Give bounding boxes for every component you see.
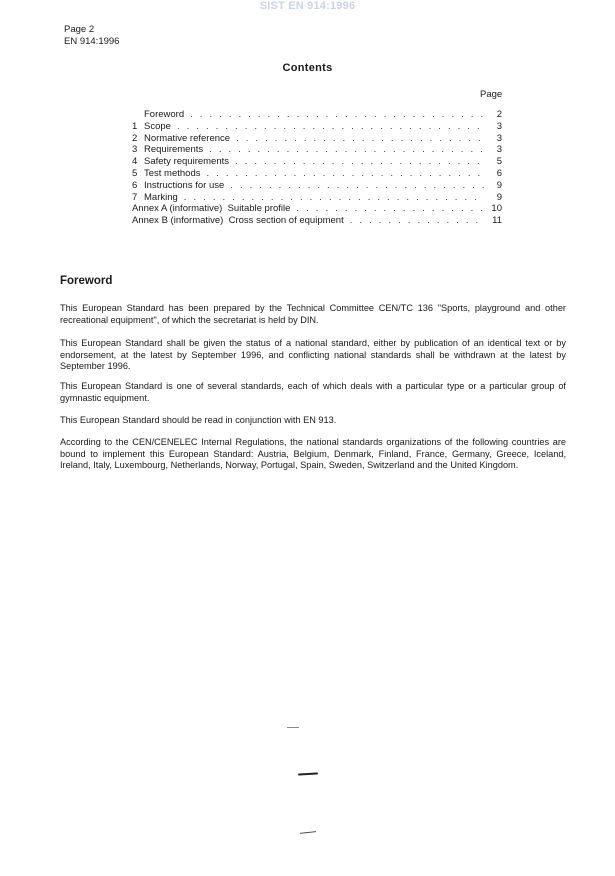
page-column-label: Page [480, 89, 503, 100]
toc-entry-page: 2 [496, 109, 502, 120]
scan-artifact-mark [300, 831, 316, 834]
toc-entry-number: 3 [132, 144, 138, 156]
toc-entry[interactable] [132, 180, 502, 192]
toc-entry[interactable] [132, 203, 502, 215]
toc-entry[interactable] [132, 156, 502, 168]
contents-title: Contents [282, 62, 333, 74]
toc-entry-label: Annex A (informative) Suitable profile [132, 203, 291, 215]
toc-entry[interactable] [132, 133, 502, 145]
foreword-paragraph: This European Standard shall be given the status of a national standard, either by publication of an identical text or by endorsement, at the latest by September 1996, and conflicting national standards shall be withdrawn at the latest by September 1996. [60, 338, 566, 372]
toc-entry[interactable] [132, 144, 502, 156]
toc-leader-dots [296, 203, 484, 215]
toc-leader-dots [190, 109, 484, 121]
scan-artifact-mark [287, 727, 299, 728]
standard-id: EN 914:1996 [64, 36, 120, 47]
toc-entry-page: 9 [496, 191, 502, 203]
toc-entry[interactable] [132, 109, 502, 121]
toc-entry-label: Scope [144, 120, 171, 132]
toc-leader-dots [230, 180, 484, 192]
foreword-paragraph: This European Standard has been prepared by the Technical Committee CEN/TC 136 "Sports, playground and other recreational equipment", of which the secretariat is held by DIN. [60, 303, 566, 325]
toc-entry-number: 5 [132, 167, 138, 179]
toc-entry-page: 3 [496, 132, 502, 144]
toc-leader-dots [235, 156, 484, 168]
page-number: Page 2 [64, 24, 95, 35]
toc-entry-number: 1 [132, 120, 138, 132]
foreword-paragraph: This European Standard is one of several standards, each of which deals with a particular type or a particular group of gymnastic equipment. [60, 381, 566, 403]
toc-leader-dots [207, 168, 485, 180]
scan-artifact-mark [298, 772, 318, 775]
toc-entry-label: Safety requirements [144, 156, 230, 168]
toc-entry-label: Annex B (informative) Cross section of equipment [132, 215, 344, 227]
toc-entry-page: 3 [496, 144, 502, 156]
table-of-contents [132, 109, 502, 227]
toc-entry-page: 10 [491, 203, 502, 215]
toc-entry-page: 3 [496, 120, 502, 132]
toc-entry[interactable] [132, 215, 502, 227]
toc-entry-label: Instructions for use [144, 179, 225, 191]
toc-entry-page: 9 [496, 179, 502, 191]
toc-entry-number: 2 [132, 132, 138, 144]
toc-entry-label: Requirements [144, 144, 204, 156]
toc-leader-dots [236, 133, 484, 145]
toc-entry-label: Normative reference [144, 132, 231, 144]
toc-entry-number: 4 [132, 156, 138, 168]
toc-leader-dots [209, 144, 484, 156]
foreword-paragraph: According to the CEN/CENELEC Internal Regulations, the national standards organizations of the following countries are bound to implement this European Standard: Austria, Belgium, Denmark, Finland, France, Germany, Greece, Iceland, Ireland, Italy, Luxembourg, Netherlands, Norway, Portugal, Spain, Sweden, Switzerland and the United Kingdom. [60, 437, 566, 471]
toc-entry[interactable] [132, 192, 502, 204]
toc-entry-page: 5 [496, 156, 502, 168]
toc-leader-dots [177, 121, 484, 133]
toc-entry-page: 11 [492, 215, 502, 227]
toc-entry-label: Foreword [144, 109, 185, 120]
page-header [64, 24, 119, 48]
toc-entry[interactable] [132, 121, 502, 133]
toc-entry-page: 6 [496, 167, 502, 179]
toc-entry-label: Test methods [144, 167, 201, 179]
toc-entry-label: Marking [144, 191, 178, 203]
toc-entry-number: 6 [132, 179, 138, 191]
foreword-paragraph: This European Standard should be read in conjunction with EN 913. [60, 415, 337, 425]
foreword-heading: Foreword [60, 275, 113, 287]
toc-entry-number: 7 [132, 191, 138, 203]
watermark: SIST EN 914:1996 [259, 0, 356, 12]
toc-leader-dots [184, 192, 484, 204]
toc-entry[interactable] [132, 168, 502, 180]
toc-leader-dots [350, 215, 484, 227]
